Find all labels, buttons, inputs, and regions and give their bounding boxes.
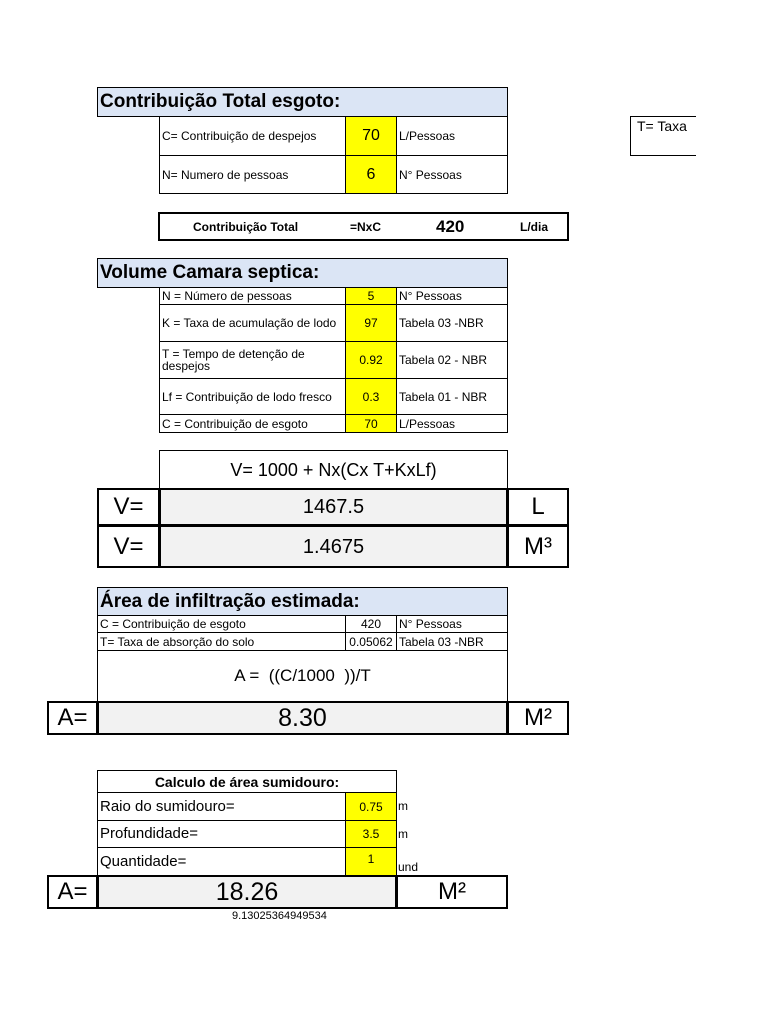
- sum-raio-label[interactable]: [97, 792, 346, 821]
- area-formula[interactable]: [97, 650, 508, 702]
- v-liters-unit-text: L: [531, 493, 545, 520]
- contrib-header[interactable]: [97, 87, 508, 117]
- camara-n-value-text: 5: [367, 289, 375, 303]
- camara-c-label[interactable]: [159, 414, 346, 433]
- sum-quant-value[interactable]: [345, 847, 397, 876]
- area-header[interactable]: [97, 587, 508, 616]
- area-a-unit[interactable]: [507, 701, 569, 735]
- area-a-label[interactable]: [47, 701, 98, 735]
- camara-t-value-text: 0.92: [359, 353, 383, 367]
- total-box: [158, 212, 569, 241]
- taxa-cell[interactable]: [630, 116, 696, 156]
- v-label-2[interactable]: [97, 525, 160, 568]
- sum-a-unit[interactable]: [396, 875, 508, 909]
- area-c-unit[interactable]: [396, 615, 508, 633]
- camara-c-value[interactable]: [345, 414, 397, 433]
- sum-raio-label-text: Raio do sumidouro=: [100, 797, 235, 815]
- area-header-text: Área de infiltração estimada:: [100, 590, 360, 612]
- v-label-1[interactable]: [97, 488, 160, 526]
- camara-t-unit[interactable]: [396, 341, 508, 379]
- sum-quant-label-text: Quantidade=: [100, 852, 187, 870]
- sum-quant-value-text: 1: [367, 852, 375, 866]
- camara-c-unit-text: L/Pessoas: [399, 416, 456, 431]
- camara-lf-unit[interactable]: [396, 378, 508, 415]
- area-c-label[interactable]: [97, 615, 346, 633]
- contrib-header-text: Contribuição Total esgoto:: [100, 91, 341, 112]
- camara-k-value[interactable]: [345, 304, 397, 342]
- camara-t-label-text: T = Tempo de detenção de despejos: [162, 347, 305, 373]
- v-m3-value-text: 1.4675: [302, 535, 365, 558]
- v-liters-unit[interactable]: [507, 488, 569, 526]
- camara-n-unit-text: N° Pessoas: [399, 289, 462, 303]
- camara-t-unit-text: Tabela 02 - NBR: [399, 353, 488, 367]
- sum-prof-label-text: Profundidade=: [100, 825, 198, 842]
- camara-n-label[interactable]: [159, 287, 346, 305]
- camara-header-text: Volume Camara septica:: [100, 262, 320, 283]
- taxa-cell-text: T= Taxa: [637, 118, 687, 134]
- camara-k-value-text: 97: [364, 316, 378, 330]
- sum-footnote: 9.13025364949534: [232, 910, 327, 922]
- camara-c-value-text: 70: [364, 416, 378, 431]
- contrib-n-value-text: 6: [366, 165, 376, 183]
- camara-k-label[interactable]: [159, 304, 346, 342]
- area-t-value[interactable]: [345, 632, 397, 651]
- area-c-value-text: 420: [360, 617, 382, 631]
- area-a-value[interactable]: [97, 701, 508, 735]
- camara-n-label-text: N = Número de pessoas: [162, 289, 292, 303]
- area-t-label-text: T= Taxa de absorção do solo: [100, 634, 255, 649]
- v-label-2-text: V=: [113, 532, 144, 560]
- contrib-n-unit[interactable]: [396, 155, 508, 194]
- area-a-unit-text: M²: [524, 704, 552, 731]
- area-t-value-text: 0.05062: [349, 634, 393, 649]
- sum-raio-value-text: 0.75: [359, 799, 383, 814]
- sum-prof-value[interactable]: [345, 820, 397, 848]
- camara-lf-label-text: Lf = Contribuição de lodo fresco: [162, 389, 332, 404]
- area-t-unit[interactable]: [396, 632, 508, 651]
- camara-n-unit[interactable]: [396, 287, 508, 305]
- sumidouro-header[interactable]: [97, 770, 397, 793]
- v-m3-value[interactable]: [159, 525, 508, 568]
- camara-k-unit[interactable]: [396, 304, 508, 342]
- area-t-unit-text: Tabela 03 -NBR: [399, 634, 484, 649]
- v-m3-unit[interactable]: [507, 525, 569, 568]
- sum-a-value-text: 18.26: [215, 878, 279, 906]
- camara-k-unit-text: Tabela 03 -NBR: [399, 316, 484, 330]
- camara-lf-label[interactable]: [159, 378, 346, 415]
- contrib-n-value[interactable]: [345, 155, 397, 194]
- sum-raio-unit: m: [398, 799, 408, 813]
- camara-lf-value-text: 0.3: [362, 389, 380, 404]
- camara-header[interactable]: [97, 258, 508, 288]
- contrib-c-unit-text: L/Pessoas: [399, 129, 456, 143]
- camara-lf-unit-text: Tabela 01 - NBR: [399, 389, 488, 404]
- contrib-n-label-text: N= Numero de pessoas: [162, 167, 289, 182]
- contrib-c-value-text: 70: [362, 127, 380, 144]
- sum-raio-value[interactable]: [345, 792, 397, 821]
- total-formula: =NxC: [350, 220, 382, 234]
- v-liters-value[interactable]: [159, 488, 508, 526]
- camara-t-label[interactable]: [159, 341, 346, 379]
- contrib-c-value[interactable]: [345, 116, 397, 156]
- camara-c-label-text: C = Contribuição de esgoto: [162, 416, 308, 431]
- contrib-n-label[interactable]: [159, 155, 346, 194]
- sum-prof-unit: m: [398, 827, 408, 841]
- contrib-c-label-text: C= Contribuição de despejos: [162, 129, 317, 143]
- sum-prof-value-text: 3.5: [362, 827, 380, 841]
- area-c-unit-text: N° Pessoas: [399, 617, 462, 631]
- area-t-label[interactable]: [97, 632, 346, 651]
- v-liters-value-text: 1467.5: [302, 496, 365, 518]
- v-m3-unit-text: M³: [524, 532, 552, 560]
- camara-t-value[interactable]: [345, 341, 397, 379]
- sumidouro-header-text: Calculo de área sumidouro:: [154, 773, 340, 790]
- camara-formula[interactable]: [159, 450, 508, 489]
- sum-a-label[interactable]: [47, 875, 98, 909]
- area-a-value-text: 8.30: [278, 704, 327, 732]
- contrib-n-unit-text: N° Pessoas: [399, 167, 462, 182]
- camara-c-unit[interactable]: [396, 414, 508, 433]
- contrib-c-unit[interactable]: [396, 116, 508, 156]
- area-a-label-text: A=: [57, 704, 88, 731]
- camara-lf-value[interactable]: [345, 378, 397, 415]
- area-formula-text: A = ((C/1000 ))/T: [234, 666, 371, 685]
- sum-quant-label[interactable]: [97, 847, 346, 876]
- v-label-1-text: V=: [113, 493, 144, 520]
- total-unit: L/dia: [520, 220, 549, 234]
- camara-n-value[interactable]: [345, 287, 397, 305]
- camara-k-label-text: K = Taxa de acumulação de lodo: [162, 316, 337, 330]
- sum-a-unit-text: M²: [438, 878, 466, 905]
- sum-prof-label[interactable]: [97, 820, 346, 848]
- total-value[interactable]: 420: [436, 217, 465, 236]
- total-label: Contribuição Total: [193, 220, 299, 234]
- sum-a-value[interactable]: [97, 875, 397, 909]
- area-c-label-text: C = Contribuição de esgoto: [100, 617, 246, 631]
- sum-a-label-text: A=: [57, 878, 88, 905]
- sum-quant-unit: und: [398, 860, 419, 874]
- contrib-c-label[interactable]: [159, 116, 346, 156]
- area-c-value[interactable]: [345, 615, 397, 633]
- camara-formula-text: V= 1000 + Nx(Cx T+KxLf): [230, 459, 437, 480]
